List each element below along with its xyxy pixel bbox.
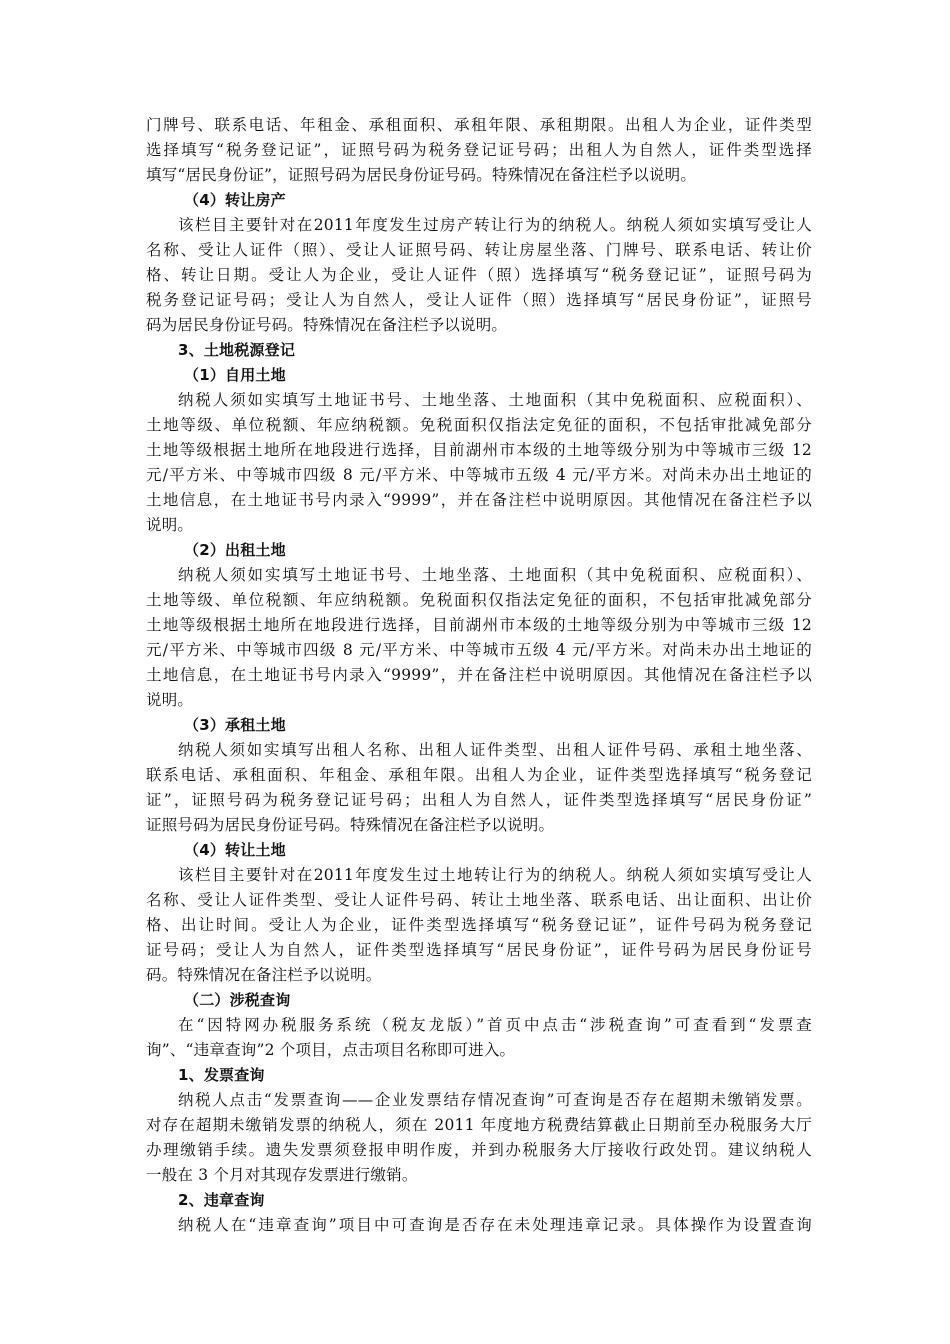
body-text-line: 证”，证照号码为税务登记证号码；出租人为自然人，证件类型选择填写“居民身份证”	[146, 791, 812, 809]
body-text-line: 名称、受让人证件类型、受让人证件号码、转让土地坐落、联系电话、出让面积、出让价	[146, 891, 812, 909]
section-heading: （4）转让土地	[184, 841, 286, 859]
body-text-line: 码。特殊情况在备注栏予以说明。	[146, 966, 382, 984]
body-text-line: 纳税人须如实填写出租人名称、出租人证件类型、出租人证件号码、承租土地坐落、	[178, 741, 812, 759]
body-text-line: 元/平方米、中等城市四级 8 元/平方米、中等城市五级 4 元/平方米。对尚未办出土地证的	[146, 641, 812, 659]
section-heading: （3）承租土地	[184, 716, 286, 734]
body-text-line: 纳税人须如实填写土地证书号、土地坐落、土地面积（其中免税面积、应税面积）、	[178, 391, 812, 409]
body-text-line: 联系电话、承租面积、年租金、承租年限。出租人为企业，证件类型选择填写“税务登记	[146, 766, 812, 784]
body-text-line: 土地信息，在土地证书号内录入“9999”，并在备注栏中说明原因。其他情况在备注栏予以	[146, 666, 812, 684]
body-text-line: 该栏目主要针对在2011年度发生过房产转让行为的纳税人。纳税人须如实填写受让人	[178, 216, 812, 234]
section-heading: （二）涉税查询	[184, 991, 291, 1009]
body-text-line: 土地等级根据土地所在地段进行选择，目前湖州市本级的土地等级分别为中等城市三级 12	[146, 616, 812, 634]
body-text-line: 格、出让时间。受让人为企业，证件类型选择填写“税务登记证”，证件号码为税务登记	[146, 916, 812, 934]
section-heading: 1、发票查询	[178, 1066, 265, 1084]
body-text-line: 土地信息，在土地证书号内录入“9999”，并在备注栏中说明原因。其他情况在备注栏予以	[146, 491, 812, 509]
body-text-line: 纳税人须如实填写土地证书号、土地坐落、土地面积（其中免税面积、应税面积）、	[178, 566, 812, 584]
body-text-line: 土地等级、单位税额、年应纳税额。免税面积仅指法定免征的面积，不包括审批减免部分	[146, 416, 812, 434]
body-text-line: 填写“居民身份证”，证照号码为居民身份证号码。特殊情况在备注栏予以说明。	[146, 166, 697, 184]
section-heading: 2、违章查询	[178, 1191, 265, 1209]
body-text-line: 纳税人在“违章查询”项目中可查询是否存在未处理违章记录。具体操作为设置查询	[178, 1216, 812, 1234]
body-text-line: 门牌号、联系电话、年租金、承租面积、承租年限、承租期限。出租人为企业，证件类型	[146, 116, 812, 134]
section-heading: 3、土地税源登记	[178, 341, 296, 359]
body-text-line: 名称、受让人证件（照）、受让人证照号码、转让房屋坐落、门牌号、联系电话、转让价	[146, 241, 812, 259]
body-text-line: 办理缴销手续。遗失发票须登报申明作废，并到办税服务大厅接收行政处罚。建议纳税人	[146, 1141, 812, 1159]
section-heading: （1）自用土地	[184, 366, 286, 384]
body-text-line: 证号码；受让人为自然人，证件类型选择填写“居民身份证”，证件号码为居民身份证号	[146, 941, 812, 959]
body-text-line: 证照号码为居民身份证号码。特殊情况在备注栏予以说明。	[146, 816, 555, 834]
body-text-line: 税务登记证号码；受让人为自然人，受让人证件（照）选择填写“居民身份证”，证照号	[146, 291, 812, 309]
body-text-line: 格、转让日期。受让人为企业，受让人证件（照）选择填写“税务登记证”，证照号码为	[146, 266, 812, 284]
body-text-line: 纳税人点击“发票查询——企业发票结存情况查询”可查询是否存在超期未缴销发票。	[178, 1091, 812, 1109]
document-body	[146, 113, 812, 1238]
body-text-line: 码为居民身份证号码。特殊情况在备注栏予以说明。	[146, 316, 508, 334]
body-text-line: 一般在 3 个月对其现存发票进行缴销。	[146, 1166, 418, 1184]
body-text-line: 说明。	[146, 691, 194, 709]
body-text-line: 询”、“违章查询”2 个项目，点击项目名称即可进入。	[146, 1041, 516, 1059]
body-text-line: 土地等级、单位税额、年应纳税额。免税面积仅指法定免征的面积，不包括审批减免部分	[146, 591, 812, 609]
body-text-line: 对存在超期未缴销发票的纳税人，须在 2011 年度地方税费结算截止日期前至办税服务大厅	[146, 1116, 812, 1134]
section-heading: （4）转让房产	[184, 191, 286, 209]
section-heading: （2）出租土地	[184, 541, 286, 559]
body-text-line: 说明。	[146, 516, 194, 534]
body-text-line: 该栏目主要针对在2011年度发生过土地转让行为的纳税人。纳税人须如实填写受让人	[178, 866, 812, 884]
body-text-line: 元/平方米、中等城市四级 8 元/平方米、中等城市五级 4 元/平方米。对尚未办出土地证的	[146, 466, 812, 484]
body-text-line: 选择填写“税务登记证”，证照号码为税务登记证号码；出租人为自然人，证件类型选择	[146, 141, 812, 159]
body-text-line: 土地等级根据土地所在地段进行选择，目前湖州市本级的土地等级分别为中等城市三级 12	[146, 441, 812, 459]
body-text-line: 在“因特网办税服务系统（税友龙版）”首页中点击“涉税查询”可查看到“发票查	[178, 1016, 812, 1034]
